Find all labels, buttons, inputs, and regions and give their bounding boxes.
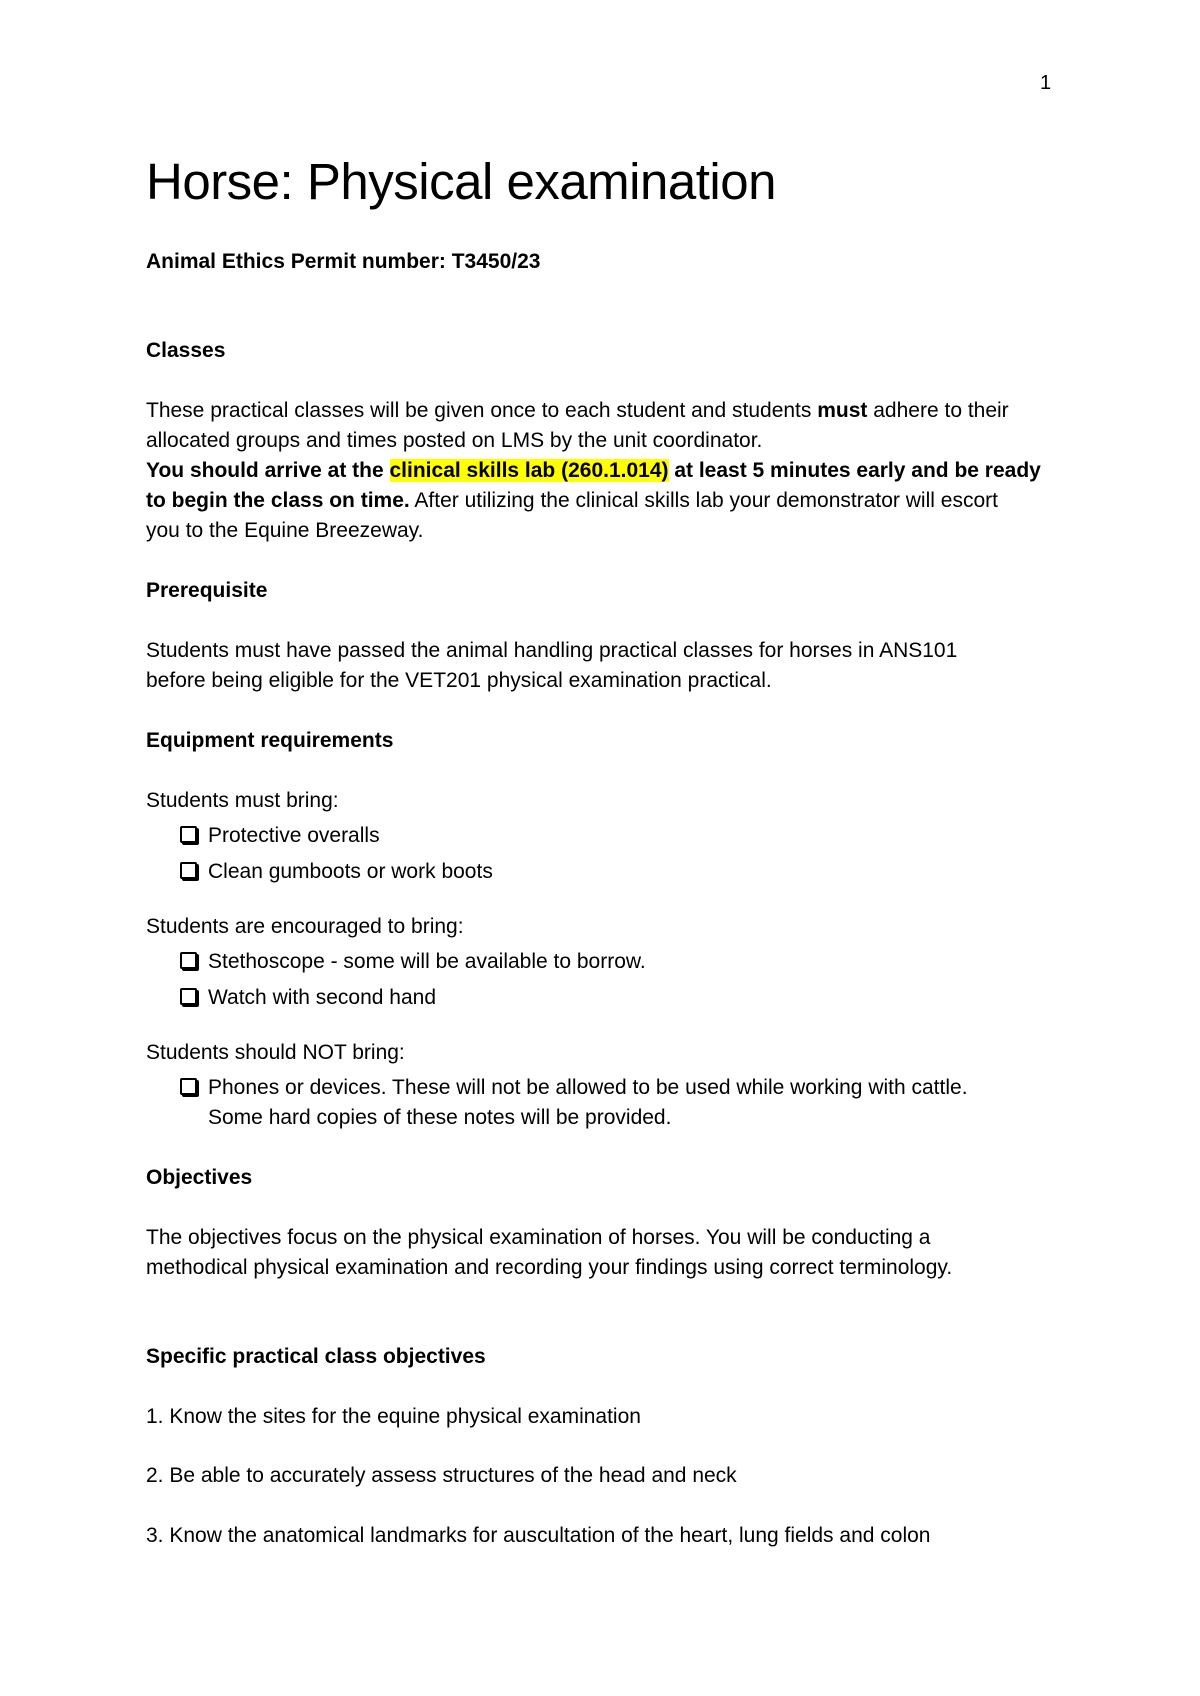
checkbox-icon — [180, 862, 197, 879]
objectives-line-1: The objectives focus on the physical examination of horses. You will be conducting a — [146, 1226, 931, 1249]
encouraged-label: Students are encouraged to bring: — [146, 915, 464, 938]
highlighted-location: clinical skills lab (260.1.014) — [389, 459, 669, 482]
list-item-line: Some hard copies of these notes will be provided. — [208, 1106, 672, 1129]
list-item — [180, 983, 646, 1013]
checkbox-icon — [180, 826, 197, 843]
checkbox-icon — [180, 988, 197, 1005]
list-item-text: Stethoscope - some will be available to borrow. — [208, 950, 646, 973]
classes-paragraph-1-line-1 — [146, 396, 1009, 426]
permit-number: Animal Ethics Permit number: T3450/23 — [146, 250, 541, 273]
classes-paragraph-1-line-2: allocated groups and times posted on LMS by the unit coordinator. — [146, 429, 763, 452]
objective-item: 2. Be able to accurately assess structures of the head and neck — [146, 1464, 737, 1487]
text-run: You should arrive at the — [146, 459, 390, 482]
page-number: 1 — [1040, 72, 1052, 94]
list-item — [180, 1073, 968, 1133]
list-item-text: Protective overalls — [208, 824, 380, 847]
list-item — [180, 821, 493, 851]
page-title: Horse: Physical examination — [146, 153, 776, 210]
encouraged-list — [180, 947, 646, 1013]
checkbox-icon — [180, 952, 197, 969]
equipment-heading: Equipment requirements — [146, 729, 394, 752]
list-item — [180, 857, 493, 887]
objectives-line-2: methodical physical examination and recording your findings using correct terminology. — [146, 1256, 953, 1279]
checkbox-icon — [180, 1078, 197, 1095]
text-run: at least 5 minutes early and be ready — [668, 459, 1041, 482]
emphasis-must: must — [817, 399, 868, 422]
list-item-line: Phones or devices. These will not be allowed to be used while working with cattle. — [208, 1076, 968, 1099]
prerequisite-line-2: before being eligible for the VET201 physical examination practical. — [146, 669, 772, 692]
prerequisite-heading: Prerequisite — [146, 579, 268, 602]
classes-paragraph-2-line-2 — [146, 486, 998, 516]
list-item — [180, 947, 646, 977]
objective-item: 1. Know the sites for the equine physical examination — [146, 1405, 641, 1428]
emphasis-on-time: to begin the class on time. — [146, 489, 410, 512]
text-run: After utilizing the clinical skills lab your demonstrator will escort — [409, 489, 998, 512]
prerequisite-line-1: Students must have passed the animal handling practical classes for horses in ANS101 — [146, 639, 958, 662]
list-item-text: Clean gumboots or work boots — [208, 860, 493, 883]
not-bring-label: Students should NOT bring: — [146, 1041, 405, 1064]
specific-objectives-heading: Specific practical class objectives — [146, 1345, 486, 1368]
classes-heading: Classes — [146, 339, 226, 362]
classes-paragraph-2-line-1 — [146, 456, 1041, 486]
objective-item: 3. Know the anatomical landmarks for auscultation of the heart, lung fields and colon — [146, 1524, 931, 1547]
text-run: These practical classes will be given once to each student and students — [146, 399, 818, 422]
not-bring-list — [180, 1073, 968, 1133]
objectives-heading: Objectives — [146, 1166, 253, 1189]
must-bring-label: Students must bring: — [146, 789, 339, 812]
classes-paragraph-2-line-3: you to the Equine Breezeway. — [146, 519, 424, 542]
must-bring-list — [180, 821, 493, 887]
list-item-text: Watch with second hand — [208, 986, 437, 1009]
text-run: adhere to their — [867, 399, 1009, 422]
list-item-text — [208, 1073, 968, 1133]
